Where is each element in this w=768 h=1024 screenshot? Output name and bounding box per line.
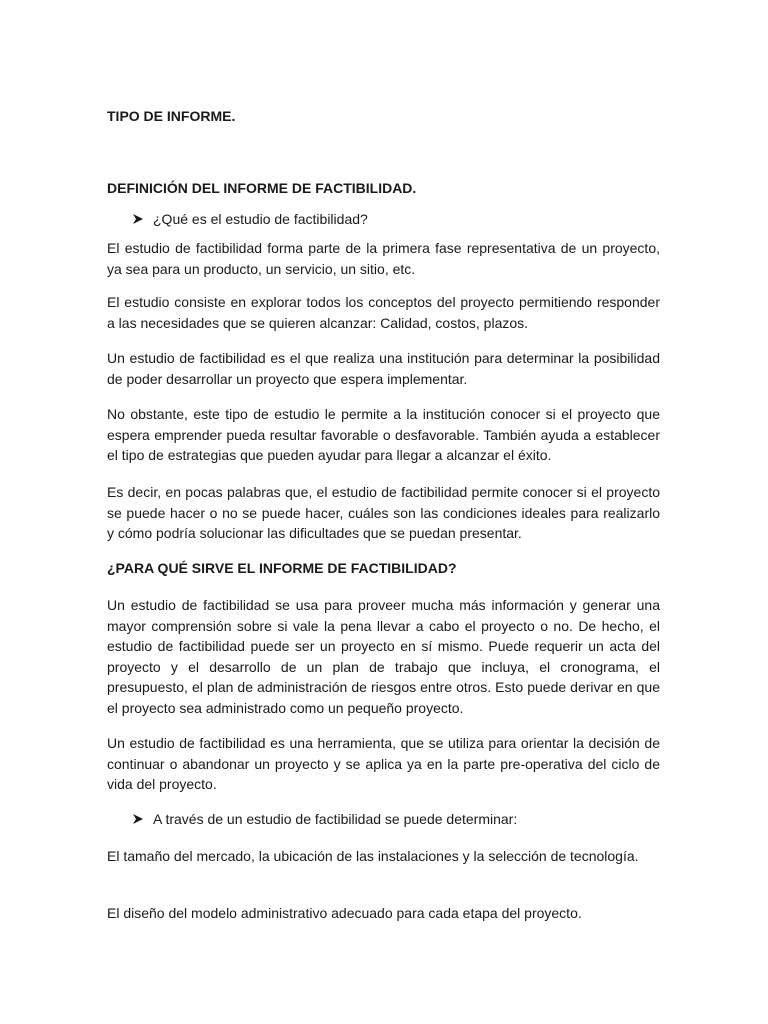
bullet-text: A través de un estudio de factibilidad se puede determinar: bbox=[153, 811, 518, 827]
document-title: TIPO DE INFORME. bbox=[107, 108, 236, 124]
paragraph-c1: El tamaño del mercado, la ubicación de las instalaciones y la selección de tecnología. bbox=[107, 848, 639, 864]
paragraph-c2: El diseño del modelo administrativo adecuado para cada etapa del proyecto. bbox=[107, 905, 582, 921]
bullet-text: ¿Qué es el estudio de factibilidad? bbox=[153, 211, 368, 227]
section-heading-definicion: DEFINICIÓN DEL INFORME DE FACTIBILIDAD. bbox=[107, 180, 417, 196]
arrowhead-bullet-icon bbox=[132, 213, 144, 225]
bullet-item-que-es bbox=[132, 209, 368, 229]
paragraph-a3: Un estudio de factibilidad es el que realiza una institución para determinar la posibilidad de poder desarrollar un proyecto que espera implementar. bbox=[107, 350, 660, 387]
paragraph-a5: Es decir, en pocas palabras que, el estudio de factibilidad permite conocer si el proyecto se puede hacer o no se puede hacer, cuáles son las condiciones ideales para realizarlo y cómo podría solucionar las dificultades que se puedan presentar. bbox=[107, 484, 660, 541]
document-page bbox=[107, 0, 660, 1024]
bullet-item-a-traves bbox=[132, 809, 517, 829]
arrowhead-bullet-icon bbox=[132, 813, 144, 825]
paragraph-b1: Un estudio de factibilidad se usa para proveer mucha más información y generar una mayor comprensión sobre si vale la pena llevar a cabo el proyecto o no. De hecho, el estudio de factibilidad puede ser un proyecto en sí mismo. Puede requerir un acta del proyecto y el desarrollo de un plan de trabajo que incluya, el cronograma, el presupuesto, el plan de administración de riesgos entre otros. Esto puede derivar en que el proyecto sea administrado como un pequeño proyecto. bbox=[107, 597, 660, 716]
section-heading-para-que-sirve: ¿PARA QUÉ SIRVE EL INFORME DE FACTIBILIDAD? bbox=[107, 560, 457, 576]
paragraph-a2: El estudio consiste en explorar todos los conceptos del proyecto permitiendo responder a las necesidades que se quieren alcanzar: Calidad, costos, plazos. bbox=[107, 294, 660, 331]
paragraph-a1: El estudio de factibilidad forma parte de la primera fase representativa de un proyecto, ya sea para un producto, un servicio, un sitio, etc. bbox=[107, 240, 660, 277]
paragraph-a4: No obstante, este tipo de estudio le permite a la institución conocer si el proyecto que espera emprender pueda resultar favorable o desfavorable. También ayuda a establecer el tipo de estrategias que pueden ayudar para llegar a alcanzar el éxito. bbox=[107, 406, 660, 463]
paragraph-b2: Un estudio de factibilidad es una herramienta, que se utiliza para orientar la decisión de continuar o abandonar un proyecto y se aplica ya en la parte pre-operativa del ciclo de vida del proyecto. bbox=[107, 735, 660, 792]
